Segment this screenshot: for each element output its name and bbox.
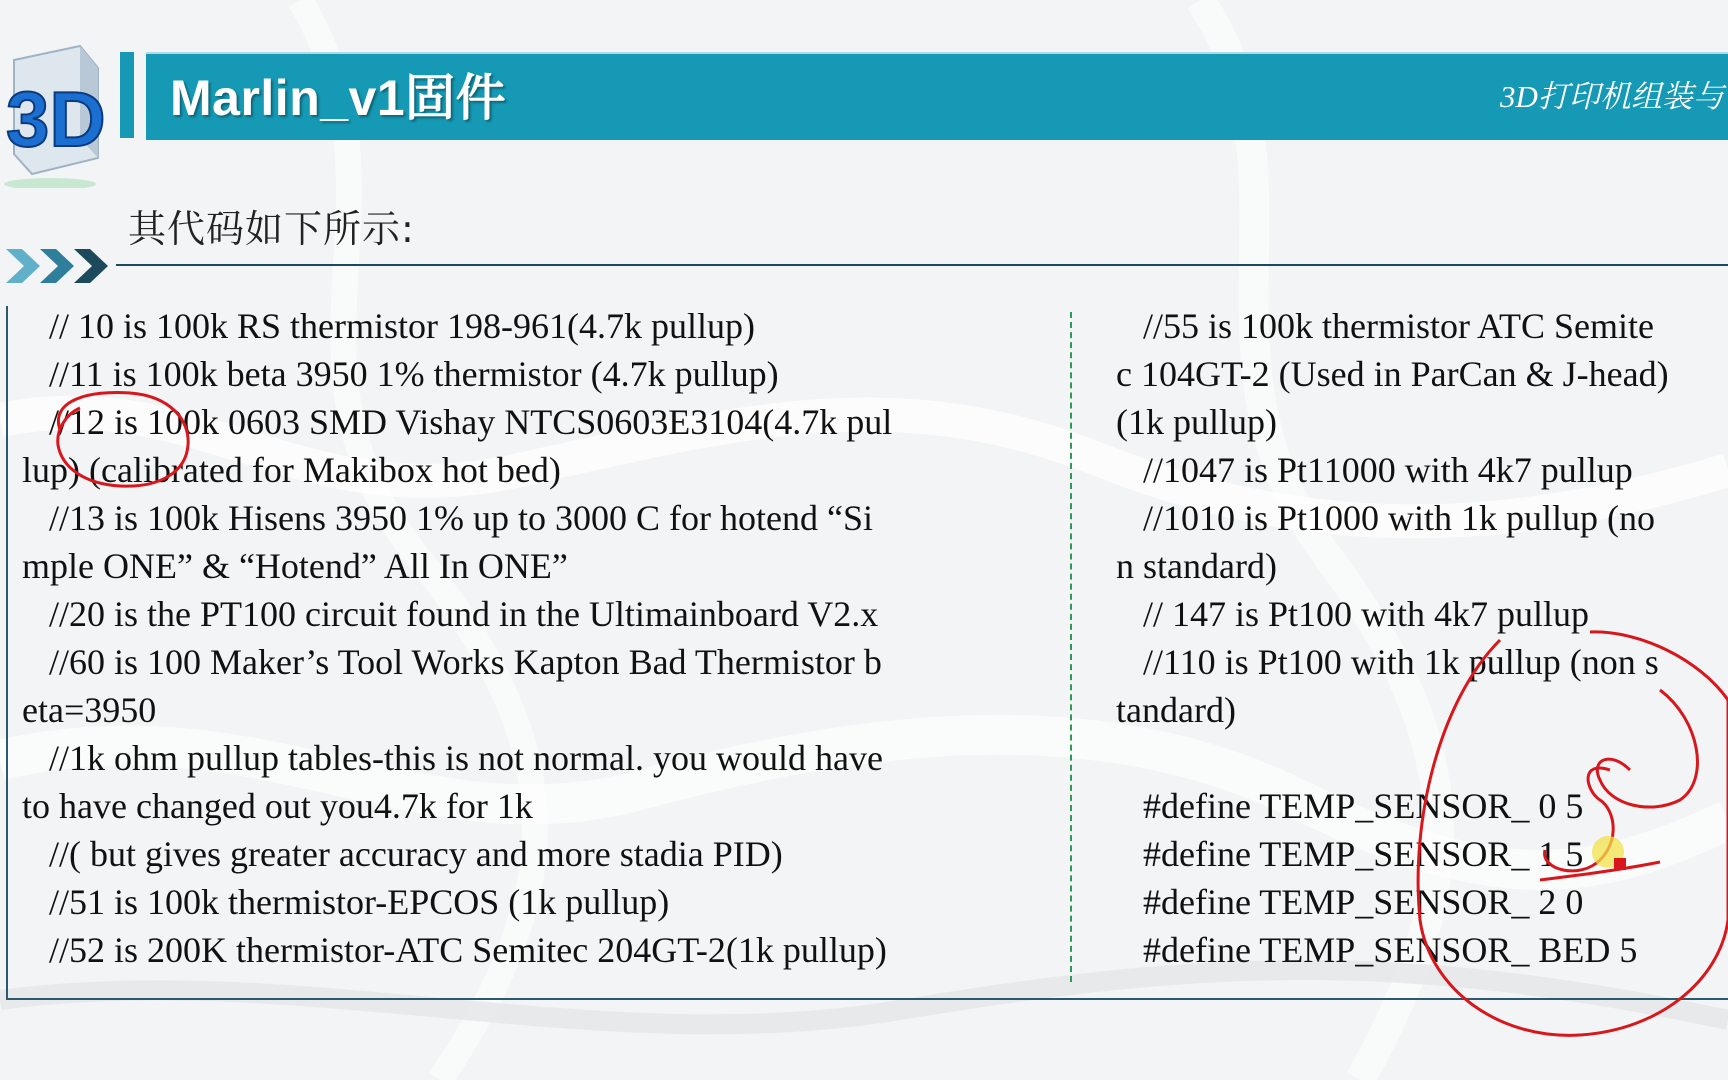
code-line: //11 is 100k beta 3950 1% thermistor (4.7k pullup)	[22, 354, 779, 394]
code-line: mple ONE” & “Hotend” All In ONE”	[22, 546, 568, 586]
define-line: #define TEMP_SENSOR_ 1 5	[1116, 834, 1584, 874]
header-rule	[116, 264, 1728, 266]
code-line: //1047 is Pt11000 with 4k7 pullup	[1116, 450, 1633, 490]
code-line: (1k pullup)	[1116, 402, 1277, 442]
3d-logo	[0, 38, 140, 188]
code-line: //( but gives greater accuracy and more stadia PID)	[22, 834, 783, 874]
code-line: n standard)	[1116, 546, 1277, 586]
code-line	[1116, 734, 1728, 782]
column-divider	[1070, 312, 1072, 982]
code-line: c 104GT-2 (Used in ParCan & J-head)	[1116, 354, 1669, 394]
chevron-arrows-icon	[6, 245, 116, 287]
code-line: //52 is 200K thermistor-ATC Semitec 204GT-2(1k pullup)	[22, 930, 887, 970]
code-line: tandard)	[1116, 690, 1236, 730]
code-line: //110 is Pt100 with 1k pullup (non s	[1116, 642, 1659, 682]
left-code-column	[22, 302, 1022, 974]
code-line: to have changed out you4.7k for 1k	[22, 786, 533, 826]
code-line: lup) (calibrated for Makibox hot bed)	[22, 450, 561, 490]
right-code-column	[1116, 302, 1728, 974]
code-line: //51 is 100k thermistor-EPCOS (1k pullup)	[22, 882, 670, 922]
code-line: // 10 is 100k RS thermistor 198-961(4.7k pullup)	[22, 306, 755, 346]
slide-title: Marlin_v1固件	[170, 70, 507, 126]
define-line: #define TEMP_SENSOR_ 2 0	[1116, 882, 1584, 922]
svg-text:3D: 3D	[6, 75, 106, 163]
code-line: //1k ohm pullup tables-this is not normal. you would have	[22, 738, 883, 778]
define-line: #define TEMP_SENSOR_ 0 5	[1116, 786, 1584, 826]
define-line: #define TEMP_SENSOR_ BED 5	[1116, 930, 1638, 970]
code-line: //1010 is Pt1000 with 1k pullup (no	[1116, 498, 1656, 538]
title-bar-left-tab	[120, 52, 134, 138]
code-line: //12 is 100k 0603 SMD Vishay NTCS0603E3104(4.7k pul	[22, 402, 893, 442]
code-line: // 147 is Pt100 with 4k7 pullup	[1116, 594, 1590, 634]
code-line: //13 is 100k Hisens 3950 1% up to 3000 C for hotend “Si	[22, 498, 873, 538]
code-line: //55 is 100k thermistor ATC Semite	[1116, 306, 1654, 346]
course-title: 3D打印机组装与	[1500, 79, 1724, 114]
slide-subtitle: 其代码如下所示:	[128, 207, 415, 251]
code-line: //60 is 100 Maker’s Tool Works Kapton Bad Thermistor b	[22, 642, 882, 682]
code-line: //20 is the PT100 circuit found in the Ultimainboard V2.x	[22, 594, 879, 634]
code-line: eta=3950	[22, 690, 157, 730]
